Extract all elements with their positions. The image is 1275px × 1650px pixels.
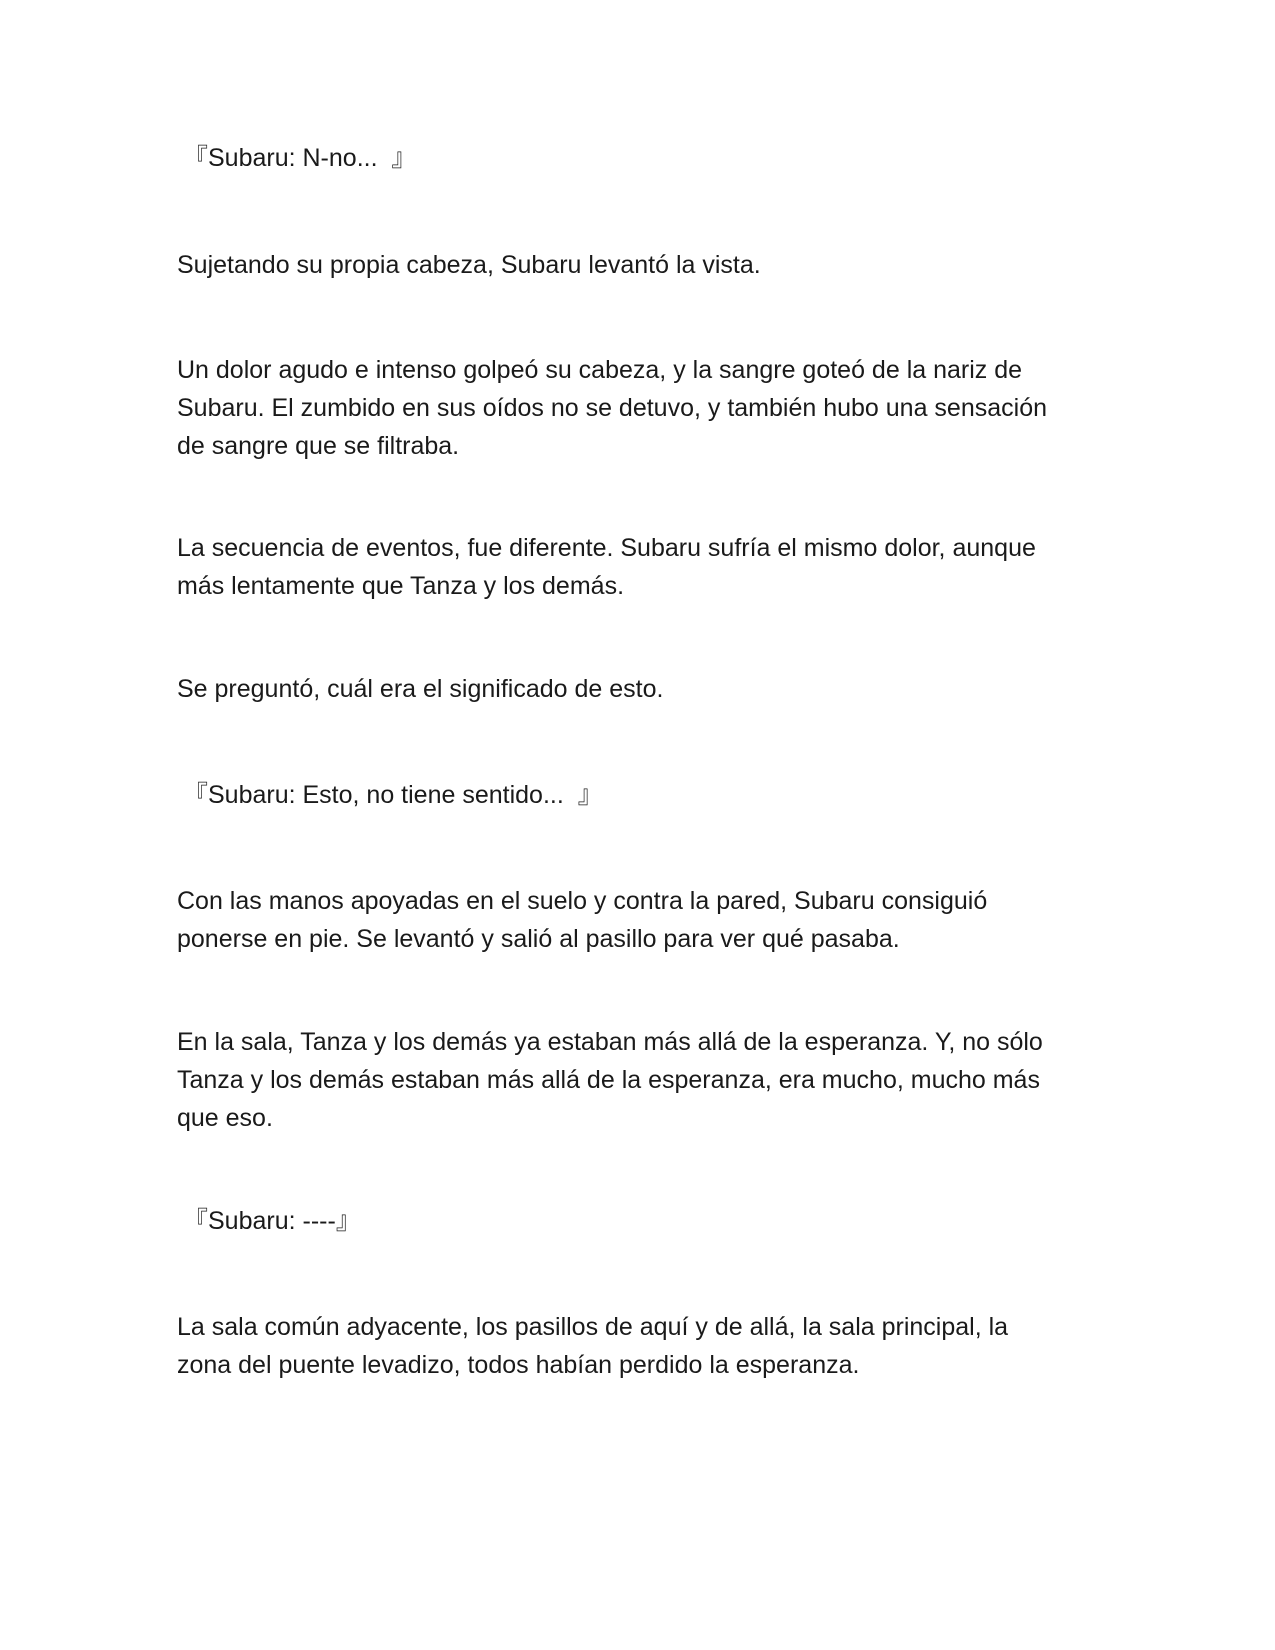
dialogue-line: 『Subaru: ----』 [183, 1207, 361, 1235]
paragraph: La sala común adyacente, los pasillos de aquí y de allá, la sala principal, la zona del puente levadizo, todos habían perdido la esperanza. [177, 1313, 1009, 1379]
dialogue-line: 『Subaru: Esto, no tiene sentido... 』 [183, 781, 603, 809]
paragraph: En la sala, Tanza y los demás ya estaban más allá de la esperanza. Y, no sólo Tanza y los demás estaban más allá de la esperanza, era mucho, mucho más que eso. [177, 1028, 1043, 1132]
paragraph: Sujetando su propia cabeza, Subaru levantó la vista. [177, 251, 761, 279]
paragraph: Un dolor agudo e intenso golpeó su cabeza, y la sangre goteó de la nariz de Subaru. El zumbido en sus oídos no se detuvo, y también hubo una sensación de sangre que se filtraba. [177, 356, 1048, 460]
paragraph: Con las manos apoyadas en el suelo y contra la pared, Subaru consiguió ponerse en pie. Se levantó y salió al pasillo para ver qué pasaba. [177, 887, 988, 953]
paragraph: La secuencia de eventos, fue diferente. Subaru sufría el mismo dolor, aunque más lentamente que Tanza y los demás. [177, 534, 1036, 600]
dialogue-line: 『Subaru: N-no... 』 [183, 144, 417, 172]
paragraph: Se preguntó, cuál era el significado de esto. [177, 675, 664, 703]
